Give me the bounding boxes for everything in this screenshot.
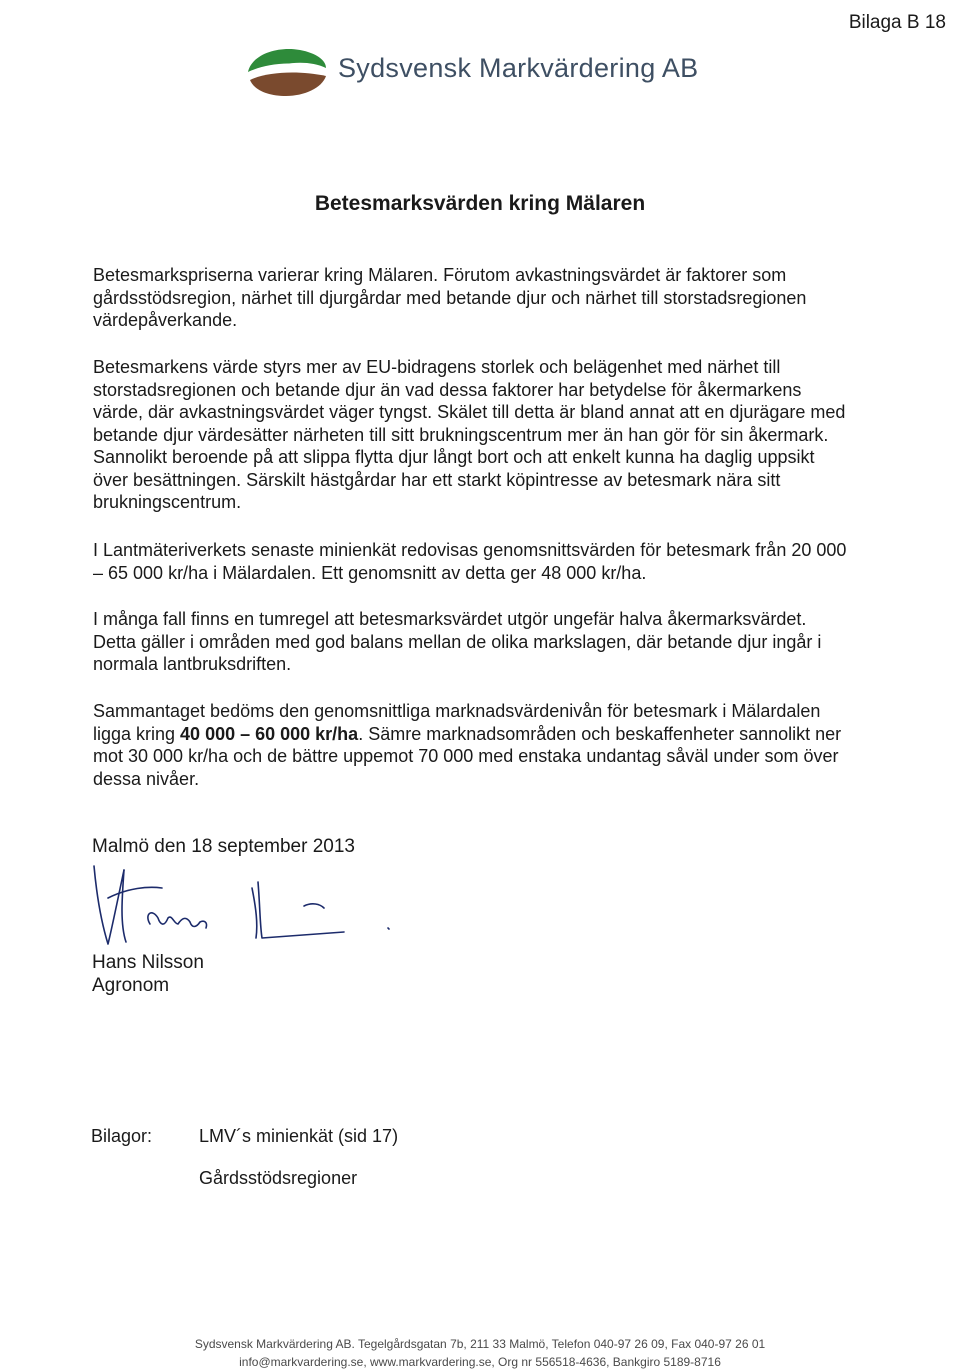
paragraph-4: I många fall finns en tumregel att betesmarksvärdet utgör ungefär halva åkermarksvärdet. Detta gäller i områden med god balans mellan de olika markslagen, där betande djur ingår i normala lantbruksdriften.	[93, 609, 822, 674]
attachment-item: LMV´s minienkät (sid 17)	[199, 1126, 399, 1146]
logo-emblem-icon	[246, 46, 328, 98]
attachment-item: Gårdsstödsregioner	[199, 1168, 358, 1188]
footer-address: Sydsvensk Markvärdering AB. Tegelgårdsgatan 7b, 211 33 Malmö, Telefon 040-97 26 09, Fax 040-97 26 01	[194, 1337, 766, 1351]
paragraph-2: Betesmarkens värde styrs mer av EU-bidragens storlek och belägenhet med närhet till storstadsregionen och betande djur än vad dessa faktorer har betydelse för åkermarkens värde, där avkastningsvärdet väger tyngst. Skälet till detta är bland annat att en djurägare med betande djur värdesätter närheten till sitt brukningscentrum mer än han gör för sin åkermark. Sannolikt beroende på att slippa flytta djur långt bort och att enkelt kunna ha daglig uppsikt över besättningen. Särskilt hästgårdar har ett starkt köpintresse av betesmark nära sitt brukningscentrum.	[93, 357, 846, 512]
price-range-highlight: 40 000 – 60 000 kr/ha	[180, 723, 359, 744]
paragraph-1: Betesmarkspriserna varierar kring Mälaren. Förutom avkastningsvärdet är faktorer som gårdsstödsregion, närhet till djurgårdar med betande djur och närhet till storstadsregionen värdepåverkande.	[93, 265, 807, 330]
attachments-label: Bilagor:	[91, 1126, 153, 1146]
signatory-role: Agronom	[92, 975, 170, 996]
document-title: Betesmarksvärden kring Mälaren	[314, 192, 646, 215]
paragraph-3: I Lantmäteriverkets senaste minienkät redovisas genomsnittsvärden för betesmark från 20 000 – 65 000 kr/ha i Mälardalen. Ett genomsnitt av detta ger 48 000 kr/ha.	[93, 540, 847, 583]
paragraph-5-end: . Sämre marknadsområden och beskaffenheter sannolikt ner mot 30 000 kr/ha och de bättre uppemot 70 000 med enstaka undantag såväl under som över dessa nivåer.	[93, 723, 842, 789]
paragraph-5-start: Sammantaget bedöms den genomsnittliga marknadsvärdenivån för betesmark i Mälardalen ligga kring	[93, 701, 821, 744]
company-name: Sydsvensk Markvärdering AB	[338, 53, 699, 83]
footer-contact: info@markvardering.se, www.markvardering.se, Org nr 556518-4636, Bankgiro 5189-8716	[239, 1355, 721, 1369]
company-logo	[246, 46, 706, 102]
place-date: Malmö den 18 september 2013	[92, 836, 355, 857]
signatory	[92, 951, 204, 997]
bilaga-label: Bilaga B 18	[848, 12, 946, 33]
paragraph-5	[93, 700, 853, 790]
handwritten-signature	[88, 858, 418, 950]
signatory-name: Hans Nilsson	[92, 952, 204, 973]
